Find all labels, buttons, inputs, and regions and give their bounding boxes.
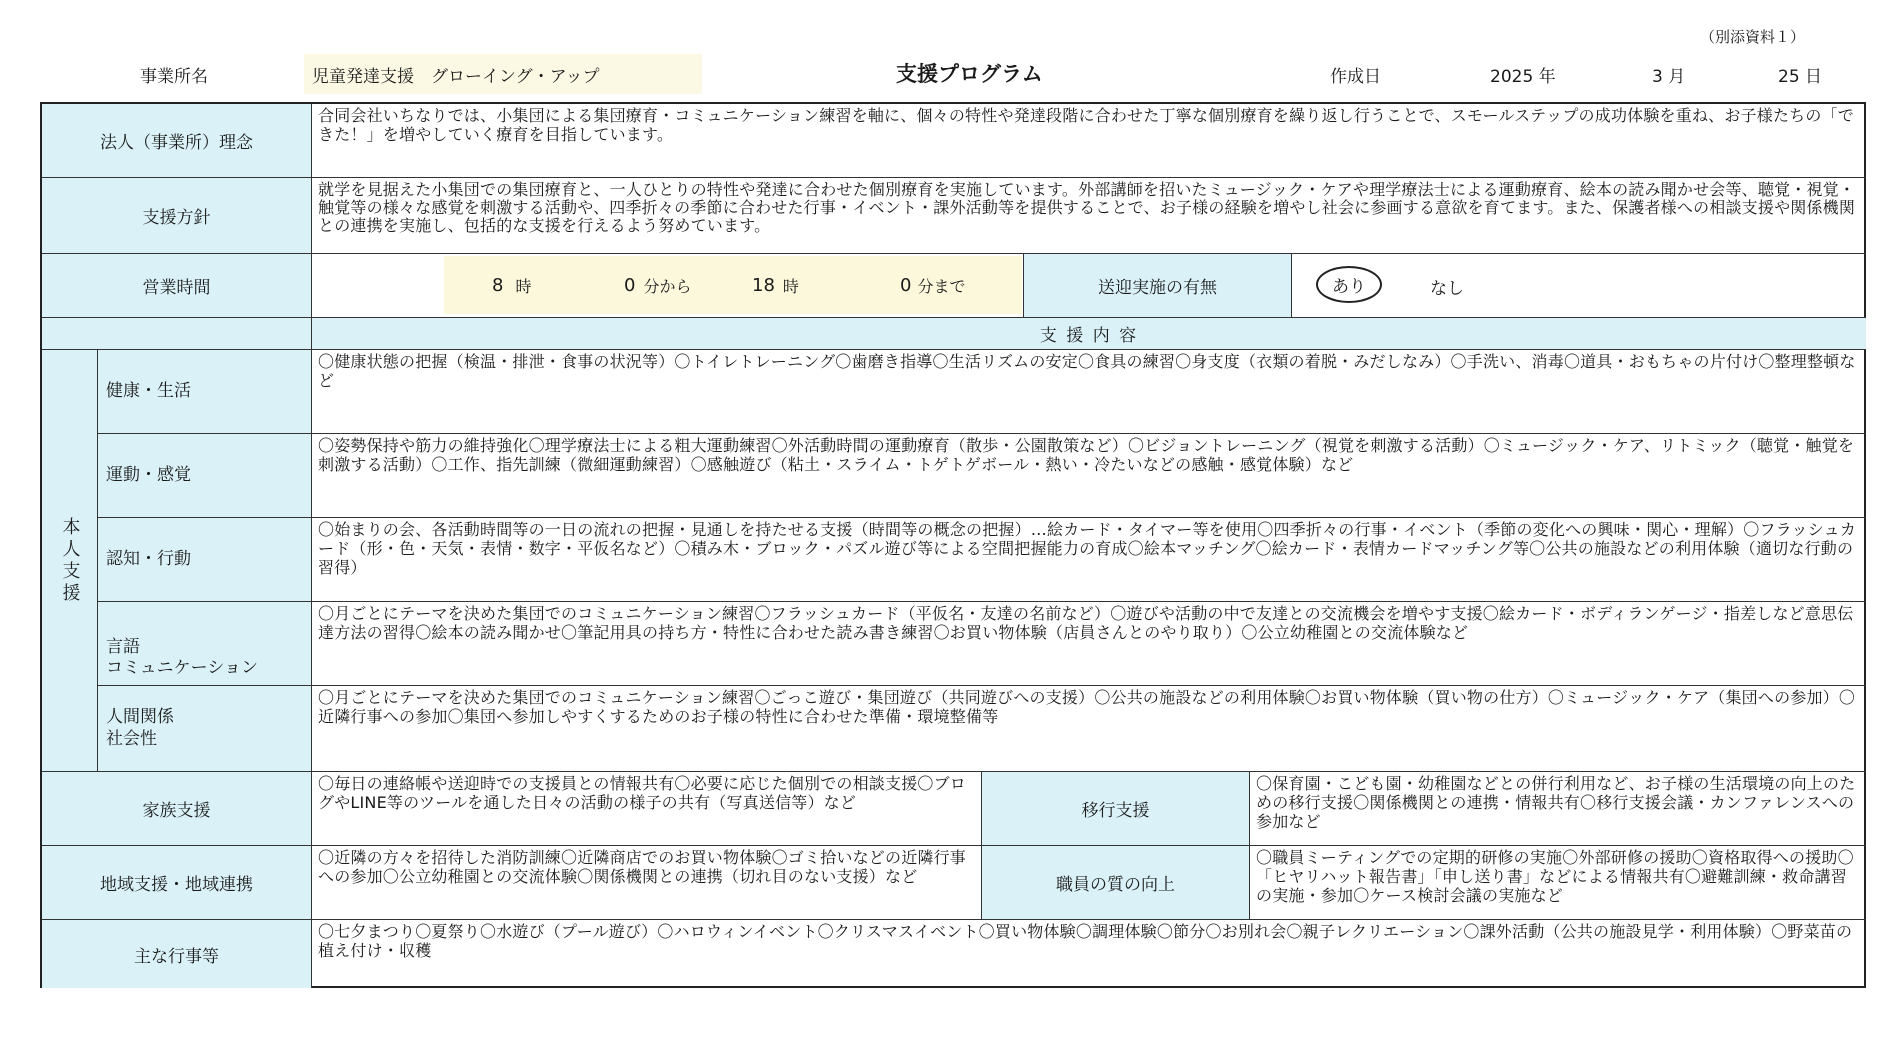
events-text: 〇七夕まつり〇夏祭り〇水遊び（プール遊び）〇ハロウィンイベント〇クリスマスイベント〇買い物体験〇調理体験〇節分〇お別れ会〇親子レクリエーション〇課外活動（公共の施設見学・利用体験）〇野菜苗の植え付け・収穫: [318, 922, 1853, 960]
self-support-language-label: 言語 コミュニケーション: [98, 602, 312, 686]
transport-no: なし: [1430, 279, 1464, 299]
start-min-group: [624, 274, 691, 297]
end-hour-group: [752, 274, 799, 297]
transition-support-text: 〇保育園・こども園・幼稚園などとの併行利用など、お子様の生活環境の向上のための移行支援〇関係機関との連携・情報共有〇移行支援会議・カンファレンスへの参加など: [1250, 772, 1866, 846]
created-date-label: 作成日: [1330, 67, 1381, 87]
self-support-health-label: 健康・生活: [98, 350, 312, 434]
start-min: 0: [624, 275, 636, 296]
hours-cell: [312, 254, 1024, 318]
self-support-language-text: 〇月ごとにテーマを決めた集団でのコミュニケーション練習〇フラッシュカード（平仮名・友達の名前など）〇遊びや活動の中で友達との交流機会を増やす支援〇絵カード・ボディランゲージ・指差しなど意思伝達方法の習得〇絵本の読み聞かせ〇筆記用具の持ち方・特性に合わせた読み書き練習〇お買い物体験（店員さんとのやり取り）〇公立幼稚園との交流体験など: [312, 602, 1866, 686]
family-support-label: 家族支援: [42, 772, 312, 846]
created-month: 3 月: [1652, 67, 1686, 87]
end-min: 0: [900, 275, 912, 296]
facility-name: 児童発達支援 グローイング・アップ: [312, 67, 600, 87]
self-support-health-text: 〇健康状態の把握（検温・排泄・食事の状況等）〇トイレトレーニング〇歯磨き指導〇生活リズムの安定〇食具の練習〇身支度（衣類の着脱・みだしなみ）〇手洗い、消毒〇道具・おもちゃの片付け〇整理整頓など: [312, 350, 1866, 434]
transport-yes-circled: あり: [1316, 266, 1382, 303]
philosophy-text: 合同会社いちなりでは、小集団による集団療育・コミュニケーション練習を軸に、個々の特性や発達段階に合わせた丁寧な個別療育を繰り返し行うことで、スモールステップの成功体験を重ね、お子様たちの「できた！」を増やしていく療育を目指しています。: [312, 104, 1866, 178]
self-support-label-cell: [42, 350, 98, 772]
policy-text: 就学を見据えた小集団での集団療育と、一人ひとりの特性や発達に合わせた個別療育を実施しています。外部講師を招いたミュージック・ケアや理学療法士による運動療育、絵本の読み聞かせ会等、聴覚・視覚・触覚等の様々な感覚を刺激する活動や、四季折々の季節に合わせた行事・イベント・課外活動等を提供することで、お子様の経験を増やし社会に参画する意欲を育てます。また、保護者様への相談支援や関係機関との連携を実施し、包括的な支援を行えるよう努めています。: [312, 178, 1866, 254]
policy-label: 支援方針: [42, 178, 312, 254]
self-support-label: 本人支援: [59, 516, 81, 605]
self-support-motor-label: 運動・感覚: [98, 434, 312, 518]
self-support-motor-text: 〇姿勢保持や筋力の維持強化〇理学療法士による粗大運動練習〇外活動時間の運動療育（散歩・公園散策など）〇ビジョントレーニング（視覚を刺激する活動）〇ミュージック・ケア、リトミック（聴覚・触覚を刺激する活動）〇工作、指先訓練（微細運動練習）〇感触遊び（粘土・スライム・トゲトゲボール・熱い・冷たいなどの感触・感覚体験）など: [312, 434, 1866, 518]
start-hour-group: [492, 274, 531, 297]
community-support-text: 〇近隣の方々を招待した消防訓練〇近隣商店でのお買い物体験〇ゴミ拾いなどの近隣行事への参加〇公立幼稚園との交流体験〇関係機関との連携（切れ目のない支援）など: [312, 846, 982, 920]
facility-label: 事業所名: [140, 67, 208, 87]
staff-quality-label: 職員の質の向上: [982, 846, 1250, 920]
self-support-social-text: 〇月ごとにテーマを決めた集団でのコミュニケーション練習〇ごっこ遊び・集団遊び（共同遊びへの支援）〇公共の施設などの利用体験〇お買い物体験（買い物の仕方）〇ミュージック・ケア（集団への参加）〇近隣行事への参加〇集団へ参加しやすくするためのお子様の特性に合わせた準備・環境整備等: [312, 686, 1866, 772]
created-day: 25 日: [1778, 67, 1823, 87]
end-until-unit: 分まで: [917, 277, 966, 296]
end-hour: 18: [752, 275, 775, 296]
content-header: 支 援 内 容: [312, 318, 1866, 350]
start-hour: 8: [492, 275, 504, 296]
transport-label: 送迎実施の有無: [1024, 254, 1292, 318]
philosophy-label: 法人（事業所）理念: [42, 104, 312, 178]
family-support-text: 〇毎日の連絡帳や送迎時での支援員との情報共有〇必要に応じた個別での相談支援〇ブログやLINE等のツールを通した日々の活動の様子の共有（写真送信等）など: [312, 772, 982, 846]
staff-quality-text: 〇職員ミーティングでの定期的研修の実施〇外部研修の援助〇資格取得への援助〇「ヒヤリハット報告書」「申し送り書」などによる情報共有〇避難訓練・救命講習の実施・参加〇ケース検討会議の実施など: [1250, 846, 1866, 920]
support-program-table: [40, 102, 1866, 988]
end-hour-unit: 時: [782, 277, 799, 296]
document-title: 支援プログラム: [896, 62, 1043, 86]
self-support-cognition-label: 認知・行動: [98, 518, 312, 602]
transition-support-label: 移行支援: [982, 772, 1250, 846]
self-support-cognition-text: 〇始まりの会、各活動時間等の一日の流れの把握・見通しを持たせる支援（時間等の概念の把握）…絵カード・タイマー等を使用〇四季折々の行事・イベント（季節の変化への興味・関心・理解）〇フラッシュカード（形・色・天気・表情・数字・平仮名など）〇積み木・ブロック・パズル遊び等による空間把握能力の育成〇絵本マッチング〇絵カード・表情カードマッチング等〇公共の施設などの利用体験（適切な行動の習得）: [312, 518, 1866, 602]
end-min-group: [900, 274, 965, 297]
created-year: 2025 年: [1490, 67, 1556, 87]
events-label: 主な行事等: [42, 920, 312, 988]
transport-options: [1292, 254, 1866, 318]
community-support-label: 地域支援・地域連携: [42, 846, 312, 920]
start-from-unit: 分から: [643, 277, 692, 296]
content-header-spacer: [42, 318, 312, 350]
self-support-social-label: 人間関係 社会性: [98, 686, 312, 772]
annex-label: （別添資料１）: [1700, 28, 1806, 46]
hours-label: 営業時間: [42, 254, 312, 318]
start-hour-unit: 時: [515, 277, 532, 296]
